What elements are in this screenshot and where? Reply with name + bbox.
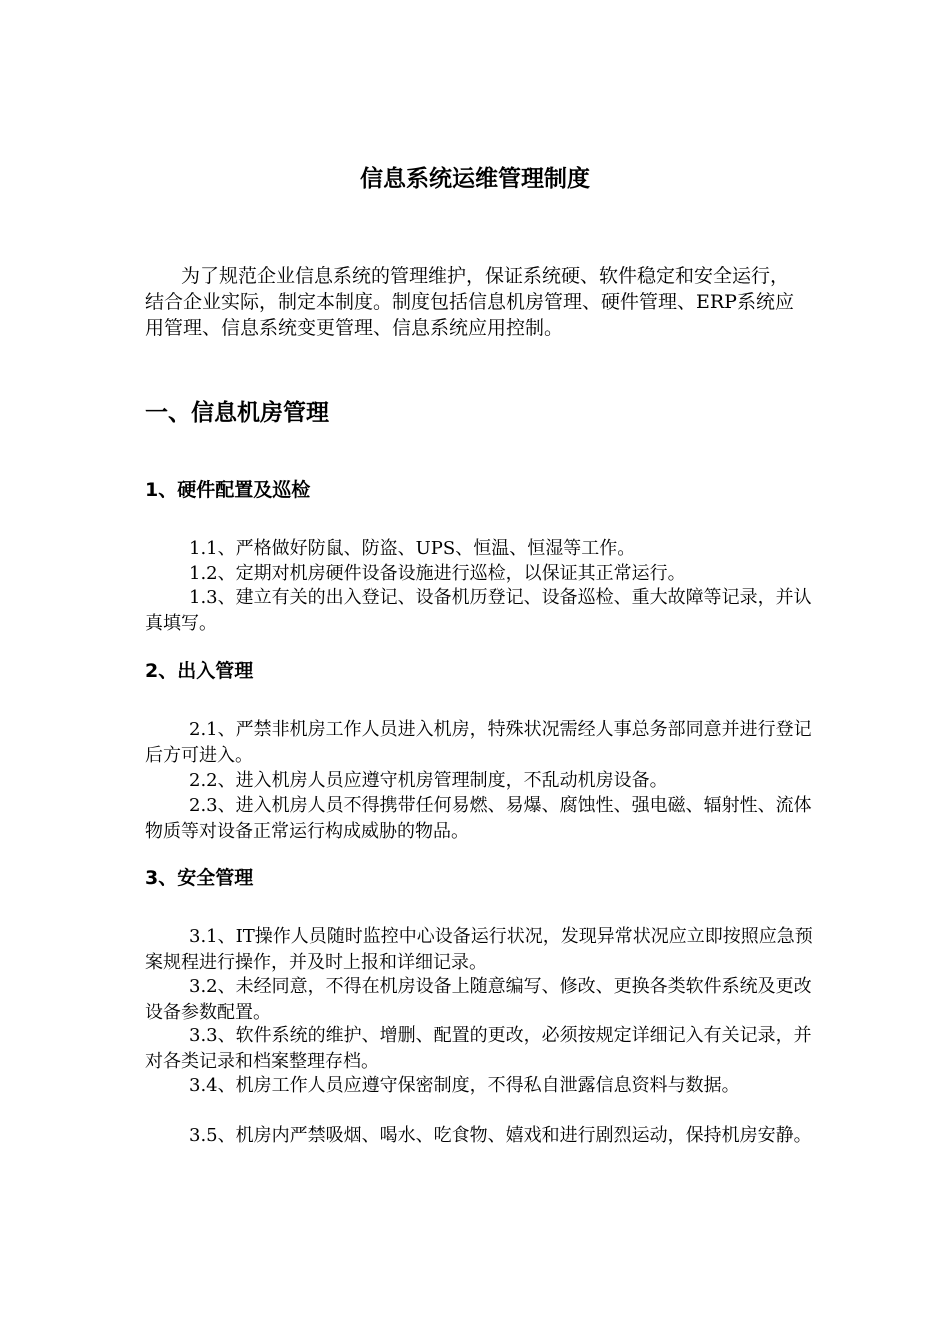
subsection-heading-security: 3、安全管理 xyxy=(145,867,254,889)
list-item: 3.3、软件系统的维护、增删、配置的更改，必须按规定详细记入有关记录，并对各类记录和档案整理存档。 xyxy=(145,1025,812,1072)
subsection-heading-access: 2、出入管理 xyxy=(145,660,254,682)
list-item: 1.1、严格做好防鼠、防盗、UPS、恒温、恒湿等工作。 xyxy=(189,538,636,559)
section-heading: 一、信息机房管理 xyxy=(145,400,329,426)
list-item: 1.2、定期对机房硬件设备设施进行巡检，以保证其正常运行。 xyxy=(189,563,686,584)
list-item: 3.1、IT操作人员随时监控中心设备运行状况，发现异常状况应立即按照应急预案规程进行操作，并及时上报和详细记录。 xyxy=(145,926,813,973)
list-item: 3.5、机房内严禁吸烟、喝水、吃食物、嬉戏和进行剧烈运动，保持机房安静。 xyxy=(189,1125,812,1146)
subsection-heading-hardware: 1、硬件配置及巡检 xyxy=(145,479,311,501)
list-item: 3.4、机房工作人员应遵守保密制度，不得私自泄露信息资料与数据。 xyxy=(189,1075,740,1096)
intro-paragraph: 为了规范企业信息系统的管理维护，保证系统硬、软件稳定和安全运行，结合企业实际，制定本制度。制度包括信息机房管理、硬件管理、ERP系统应用管理、信息系统变更管理、信息系统应用控制。 xyxy=(145,265,794,339)
list-item: 2.1、严禁非机房工作人员进入机房，特殊状况需经人事总务部同意并进行登记后方可进入。 xyxy=(145,719,812,766)
list-item: 1.3、建立有关的出入登记、设备机历登记、设备巡检、重大故障等记录，并认真填写。 xyxy=(145,587,812,634)
document-title: 信息系统运维管理制度 xyxy=(360,166,590,192)
list-item: 2.2、进入机房人员应遵守机房管理制度，不乱动机房设备。 xyxy=(189,770,668,791)
list-item: 3.2、未经同意，不得在机房设备上随意编写、修改、更换各类软件系统及更改设备参数配置。 xyxy=(145,976,812,1023)
list-item: 2.3、进入机房人员不得携带任何易燃、易爆、腐蚀性、强电磁、辐射性、流体物质等对设备正常运行构成威胁的物品。 xyxy=(145,795,812,842)
